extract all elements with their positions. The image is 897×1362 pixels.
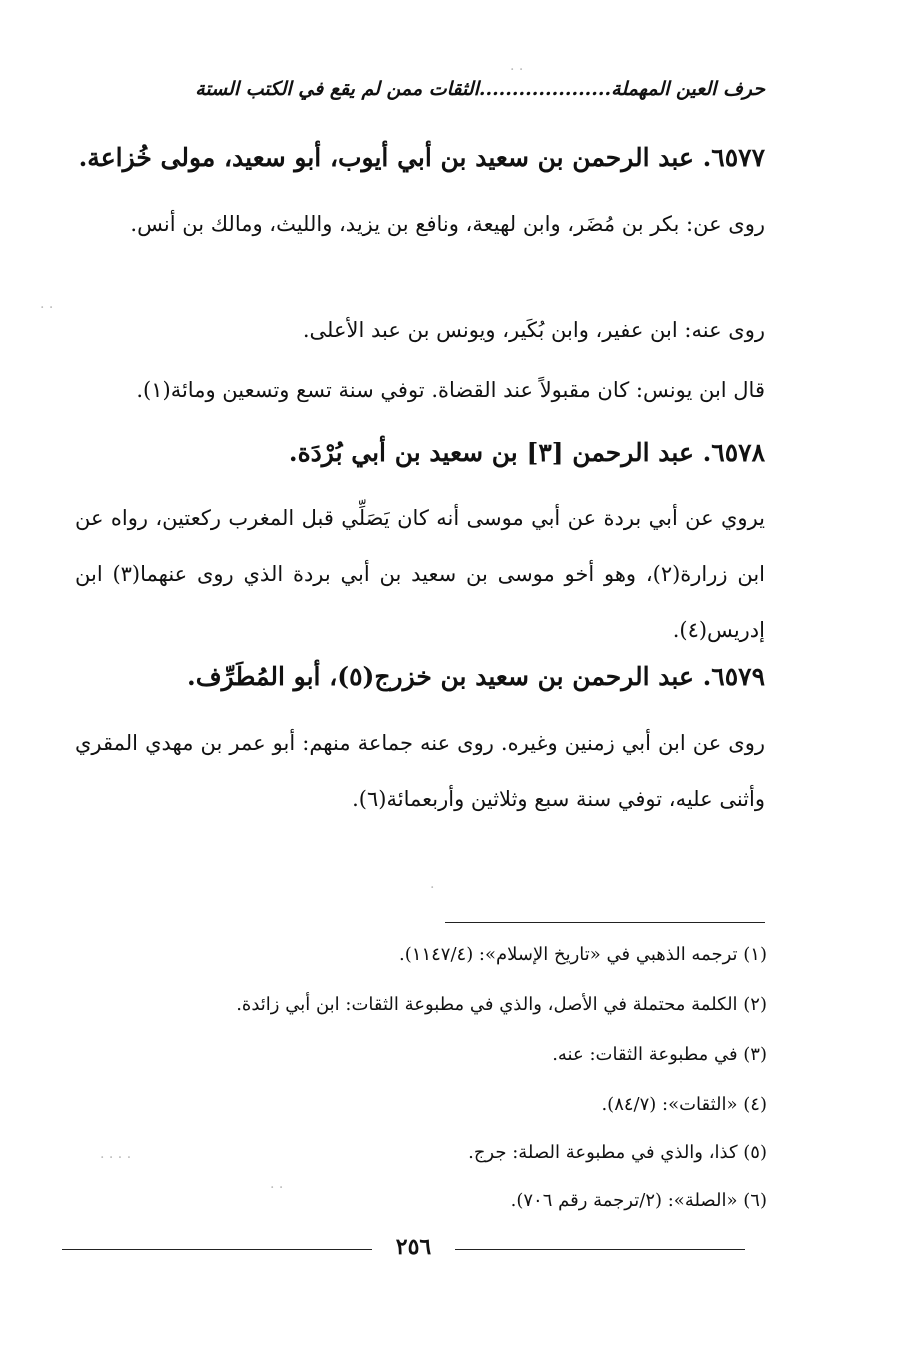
entry-6577-narrated-from: روى عن: بكر بن مُضَر، وابن لهيعة، ونافع بن يزيد، والليث، ومالك بن أنس. <box>130 212 765 236</box>
running-header: حرف العين المهملة....................الثقات ممن لم يقع في الكتب الستة <box>195 78 765 100</box>
entry-6578-body: يروي عن أبي بردة عن أبي موسى أنه كان يَصَلِّي قبل المغرب ركعتين، رواه عن ابن زرارة(٢)، وهو أخو موسى بن سعيد بن أبي بردة الذي روى عنهما(٣) ابن إدريس(٤). <box>75 506 765 642</box>
scan-speck: · <box>430 880 435 896</box>
scan-speck: · · <box>40 300 54 316</box>
footnote-3: (٣) في مطبوعة الثقات: عنه. <box>552 1044 767 1065</box>
footnote-2: (٢) الكلمة محتملة في الأصل، والذي في مطبوعة الثقات: ابن أبي زائدة. <box>236 994 767 1015</box>
entry-6577-ibn-yunus-note: قال ابن يونس: كان مقبولاً عند القضاة. توفي سنة تسع وتسعين ومائة(١). <box>136 378 765 402</box>
entry-title-6577: ٦٥٧٧. عبد الرحمن بن سعيد بن أبي أيوب، أبو سعيد، مولى خُزاعة. <box>78 143 765 172</box>
entry-6577-narrated-by: روى عنه: ابن عفير، وابن بُكَير، ويونس بن عبد الأعلى. <box>302 318 765 342</box>
footnote-4: (٤) «الثقات»: (٨٤/٧). <box>601 1094 767 1115</box>
footnote-1: (١) ترجمه الذهبي في «تاريخ الإسلام»: (١١٤٧/٤). <box>399 944 767 965</box>
scan-speck: · · <box>510 62 524 78</box>
footer-rule-right <box>455 1249 745 1250</box>
entry-6579-body: روى عن ابن أبي زمنين وغيره. روى عنه جماعة منهم: أبو عمر بن مهدي المقري وأثنى عليه، توفي سنة سبع وثلاثين وأربعمائة(٦). <box>75 731 765 811</box>
scan-speck: · · <box>270 1180 284 1196</box>
footnote-6: (٦) «الصلة»: (٢/ترجمة رقم ٧٠٦). <box>510 1190 767 1211</box>
entry-title-6579: ٦٥٧٩. عبد الرحمن بن سعيد بن خزرج(٥)، أبو المُطَرِّف. <box>187 662 765 691</box>
entry-title-6578: ٦٥٧٨. عبد الرحمن [٣] بن سعيد بن أبي بُرْدَة. <box>288 438 765 467</box>
page-number: ٢٥٦ <box>395 1234 432 1260</box>
footer-rule-left <box>62 1249 372 1250</box>
footnote-5: (٥) كذا، والذي في مطبوعة الصلة: جرج. <box>468 1142 767 1163</box>
scan-speck: · · · · <box>100 1150 132 1166</box>
footnote-separator <box>445 922 765 923</box>
